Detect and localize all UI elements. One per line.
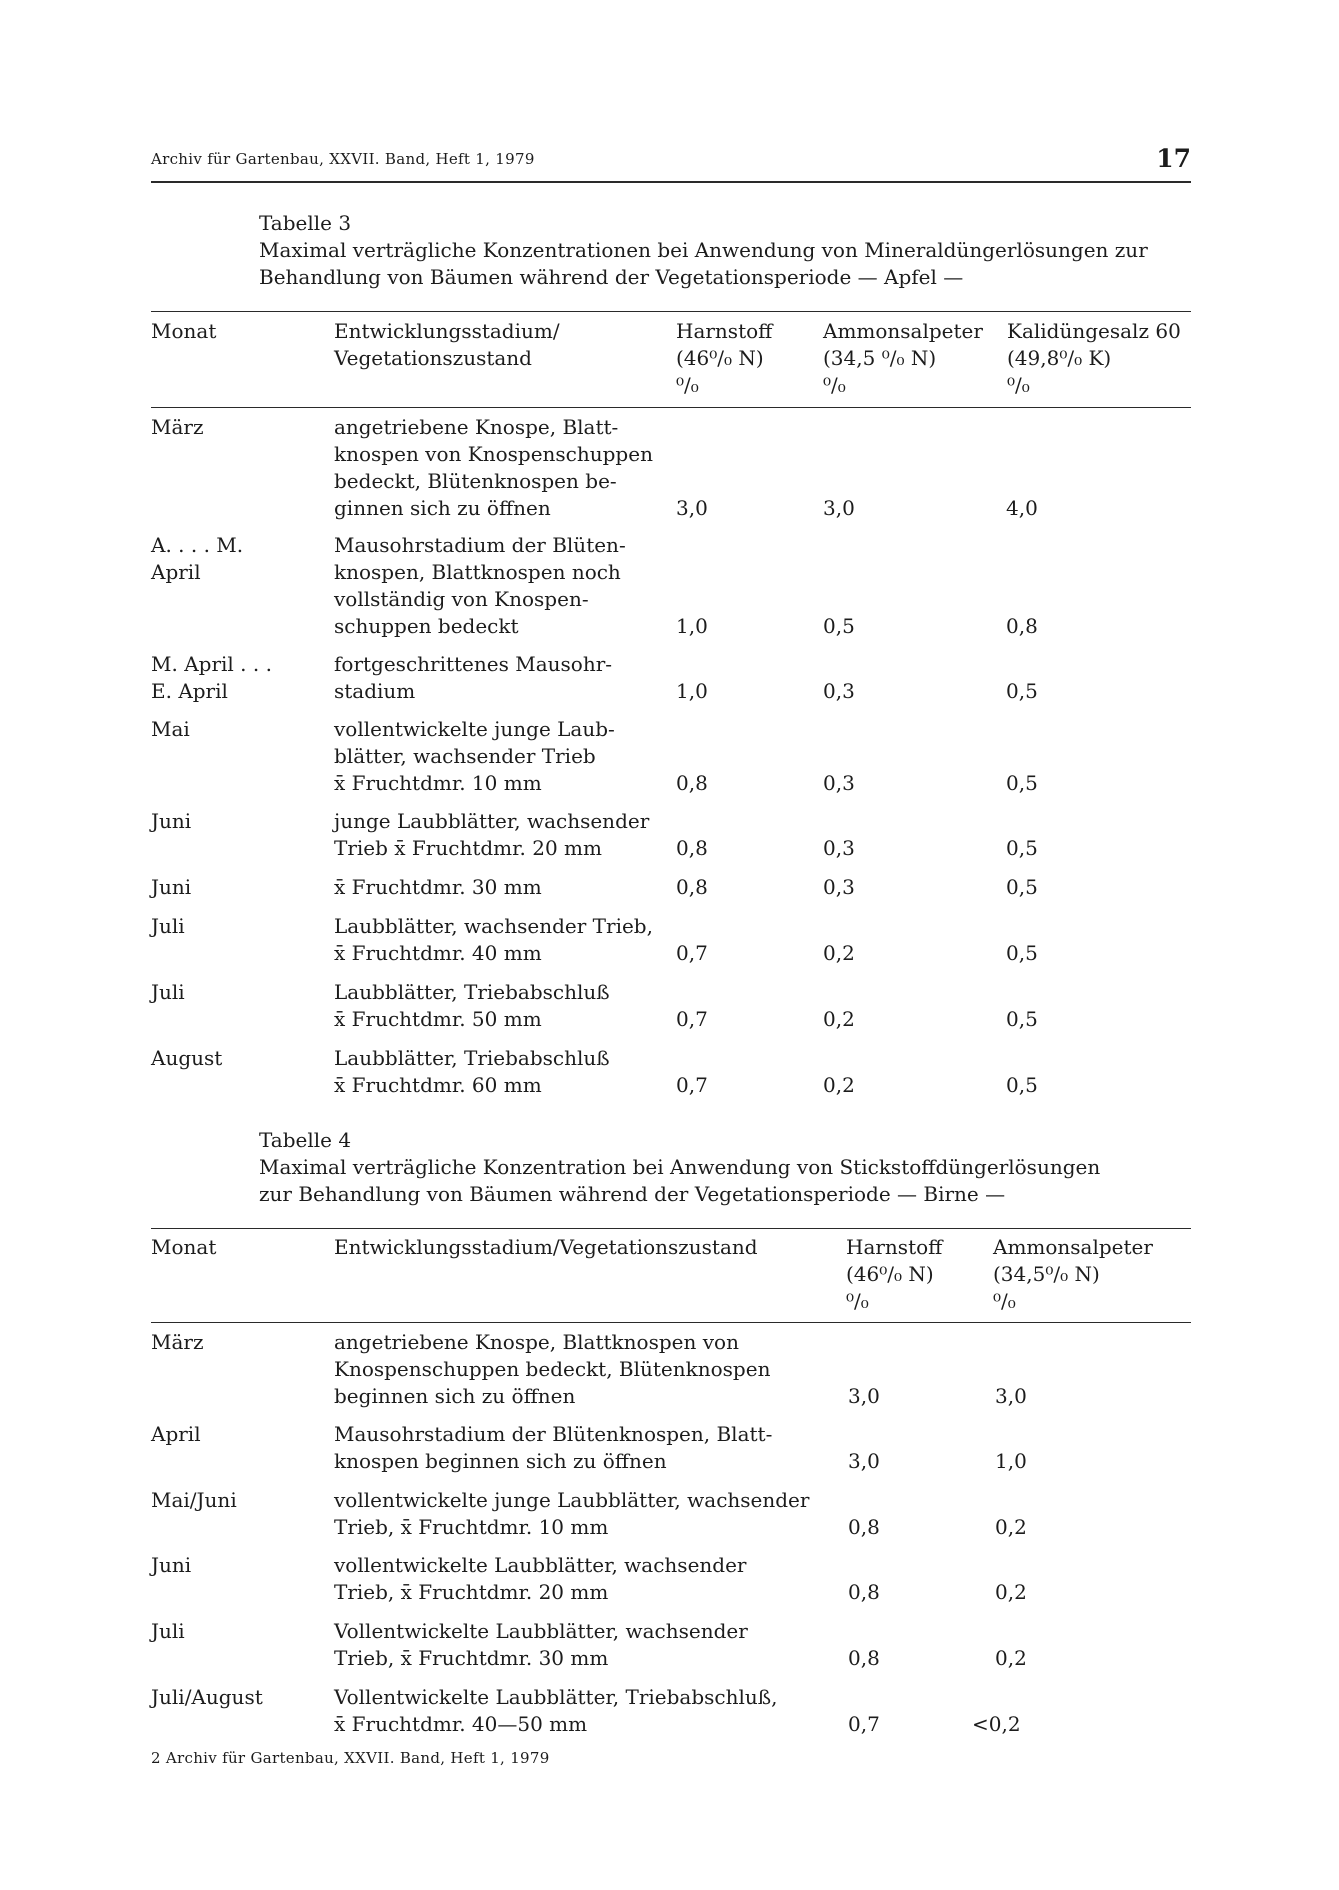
table3-row6-month: Juni bbox=[151, 875, 192, 899]
table3-row8-stage: Laubblätter, Triebabschluß x̄ Fruchtdmr. 50 mm bbox=[334, 980, 610, 1031]
table3-row5-kali: 0,5 bbox=[1006, 836, 1038, 860]
table4-row1-harnstoff: 3,0 bbox=[848, 1384, 880, 1408]
table4-header-harnstoff: Harnstoff (46⁰/₀ N) ⁰/₀ bbox=[846, 1235, 943, 1313]
table4-row5-ammonsalpeter: 0,2 bbox=[995, 1646, 1027, 1670]
table3-row1-ammonsalpeter: 3,0 bbox=[823, 496, 855, 520]
table3-row2-stage: Mausohrstadium der Blüten- knospen, Blattknospen noch vollständig von Knospen- schuppen bedeckt bbox=[334, 533, 626, 638]
table4-row3-month: Mai/Juni bbox=[151, 1488, 237, 1512]
table3-caption bbox=[259, 210, 1148, 291]
table4-row6-harnstoff: 0,7 bbox=[848, 1712, 880, 1736]
table3-row9-month: August bbox=[151, 1046, 223, 1070]
table3-row1-month: März bbox=[151, 415, 204, 439]
table3-row6-ammonsalpeter: 0,3 bbox=[823, 875, 855, 899]
table3-row8-harnstoff: 0,7 bbox=[676, 1007, 708, 1031]
table4-row4-harnstoff: 0,8 bbox=[848, 1580, 880, 1604]
table4-row1-ammonsalpeter: 3,0 bbox=[995, 1384, 1027, 1408]
table3-row7-harnstoff: 0,7 bbox=[676, 941, 708, 965]
table3-row1-harnstoff: 3,0 bbox=[676, 496, 708, 520]
table4-row2-stage: Mausohrstadium der Blütenknospen, Blatt- knospen beginnen sich zu öffnen bbox=[334, 1422, 773, 1473]
table3-row1-kali: 4,0 bbox=[1006, 496, 1038, 520]
running-header bbox=[151, 144, 1191, 183]
table3-row4-month: Mai bbox=[151, 717, 190, 741]
table3-row2-ammonsalpeter: 0,5 bbox=[823, 614, 855, 638]
table4-row1-stage: angetriebene Knospe, Blattknospen von Knospenschuppen bedeckt, Blütenknospen beginnen sich zu öffnen bbox=[334, 1330, 771, 1408]
table4-row1-month: März bbox=[151, 1330, 204, 1354]
table3-row3-ammonsalpeter: 0,3 bbox=[823, 679, 855, 703]
table4-row2-harnstoff: 3,0 bbox=[848, 1449, 880, 1473]
table3-row3-kali: 0,5 bbox=[1006, 679, 1038, 703]
table3-caption-line1: Maximal verträgliche Konzentrationen bei Anwendung von Mineraldüngerlösungen zur bbox=[259, 238, 1148, 262]
table3-row5-month: Juni bbox=[151, 809, 192, 833]
table4-row3-harnstoff: 0,8 bbox=[848, 1515, 880, 1539]
table3-header-stage: Entwicklungsstadium/ Vegetationszustand bbox=[334, 319, 560, 370]
table4-row6-month: Juli/August bbox=[151, 1685, 263, 1709]
table3-row7-ammonsalpeter: 0,2 bbox=[823, 941, 855, 965]
table3-caption-line2: Behandlung von Bäumen während der Vegetationsperiode — Apfel — bbox=[259, 265, 964, 289]
table4-caption bbox=[259, 1127, 1100, 1208]
table3-row7-month: Juli bbox=[151, 914, 185, 938]
table3-header-ammonsalpeter: Ammonsalpeter (34,5 ⁰/₀ N) ⁰/₀ bbox=[823, 319, 983, 397]
table3-header-month: Monat bbox=[151, 319, 217, 343]
table4-row4-month: Juni bbox=[151, 1553, 192, 1577]
table3-header-kali: Kalidüngesalz 60 (49,8⁰/₀ K) ⁰/₀ bbox=[1007, 319, 1181, 397]
table4-row6-stage: Vollentwickelte Laubblätter, Triebabschluß, x̄ Fruchtdmr. 40—50 mm bbox=[334, 1685, 778, 1736]
table4-row2-ammonsalpeter: 1,0 bbox=[995, 1449, 1027, 1473]
table4-header-stage: Entwicklungsstadium/Vegetationszustand bbox=[334, 1235, 758, 1259]
page-number: 17 bbox=[1156, 144, 1191, 173]
table3-row3-month: M. April . . . E. April bbox=[151, 652, 272, 703]
table4-top-rule bbox=[151, 1228, 1191, 1229]
table3-row6-kali: 0,5 bbox=[1006, 875, 1038, 899]
table3-row9-kali: 0,5 bbox=[1006, 1073, 1038, 1097]
table3-row4-harnstoff: 0,8 bbox=[676, 771, 708, 795]
table4-caption-line2: zur Behandlung von Bäumen während der Vegetationsperiode — Birne — bbox=[259, 1182, 1006, 1206]
page-footer: 2 Archiv für Gartenbau, XXVII. Band, Heft 1, 1979 bbox=[151, 1749, 550, 1767]
table3-row8-ammonsalpeter: 0,2 bbox=[823, 1007, 855, 1031]
table3-row5-stage: junge Laubblätter, wachsender Trieb x̄ Fruchtdmr. 20 mm bbox=[334, 809, 650, 860]
table3-header-harnstoff: Harnstoff (46⁰/₀ N) ⁰/₀ bbox=[676, 319, 773, 397]
table4-row3-ammonsalpeter: 0,2 bbox=[995, 1515, 1027, 1539]
table3-row2-month: A. . . . M. April bbox=[151, 533, 244, 584]
table4-label: Tabelle 4 bbox=[259, 1128, 352, 1152]
table3-row8-month: Juli bbox=[151, 980, 185, 1004]
table3-row2-harnstoff: 1,0 bbox=[676, 614, 708, 638]
table3-row9-harnstoff: 0,7 bbox=[676, 1073, 708, 1097]
table3-row9-ammonsalpeter: 0,2 bbox=[823, 1073, 855, 1097]
table3-row6-harnstoff: 0,8 bbox=[676, 875, 708, 899]
table4-row3-stage: vollentwickelte junge Laubblätter, wachsender Trieb, x̄ Fruchtdmr. 10 mm bbox=[334, 1488, 810, 1539]
table3-row7-kali: 0,5 bbox=[1006, 941, 1038, 965]
table3-row3-harnstoff: 1,0 bbox=[676, 679, 708, 703]
journal-title: Archiv für Gartenbau, XXVII. Band, Heft 1, 1979 bbox=[151, 150, 535, 168]
table3-row6-stage: x̄ Fruchtdmr. 30 mm bbox=[334, 875, 542, 899]
table4-row5-stage: Vollentwickelte Laubblätter, wachsender Trieb, x̄ Fruchtdmr. 30 mm bbox=[334, 1619, 748, 1670]
table4-row4-ammonsalpeter: 0,2 bbox=[995, 1580, 1027, 1604]
table3-row4-kali: 0,5 bbox=[1006, 771, 1038, 795]
table3-row3-stage: fortgeschrittenes Mausohr- stadium bbox=[334, 652, 613, 703]
table4-header-ammonsalpeter: Ammonsalpeter (34,5⁰/₀ N) ⁰/₀ bbox=[993, 1235, 1153, 1313]
table3-label: Tabelle 3 bbox=[259, 211, 352, 235]
table4-row6-ammonsalpeter: <0,2 bbox=[972, 1712, 1021, 1736]
table4-row5-harnstoff: 0,8 bbox=[848, 1646, 880, 1670]
table4-row5-month: Juli bbox=[151, 1619, 185, 1643]
table3-row1-stage: angetriebene Knospe, Blatt- knospen von Knospenschuppen bedeckt, Blütenknospen be- ginnen sich zu öffnen bbox=[334, 415, 653, 520]
table4-row4-stage: vollentwickelte Laubblätter, wachsender Trieb, x̄ Fruchtdmr. 20 mm bbox=[334, 1553, 747, 1604]
table3-row4-stage: vollentwickelte junge Laub- blätter, wachsender Trieb x̄ Fruchtdmr. 10 mm bbox=[334, 717, 615, 795]
table4-header-month: Monat bbox=[151, 1235, 217, 1259]
table3-row8-kali: 0,5 bbox=[1006, 1007, 1038, 1031]
table3-row7-stage: Laubblätter, wachsender Trieb, x̄ Fruchtdmr. 40 mm bbox=[334, 914, 653, 965]
table3-row4-ammonsalpeter: 0,3 bbox=[823, 771, 855, 795]
table4-caption-line1: Maximal verträgliche Konzentration bei Anwendung von Stickstoffdüngerlösungen bbox=[259, 1155, 1101, 1179]
table3-row2-kali: 0,8 bbox=[1006, 614, 1038, 638]
table4-row2-month: April bbox=[151, 1422, 201, 1446]
table3-row5-ammonsalpeter: 0,3 bbox=[823, 836, 855, 860]
table3-row9-stage: Laubblätter, Triebabschluß x̄ Fruchtdmr. 60 mm bbox=[334, 1046, 610, 1097]
table4-header-rule bbox=[151, 1322, 1191, 1323]
table3-row5-harnstoff: 0,8 bbox=[676, 836, 708, 860]
table3-header-rule bbox=[151, 407, 1191, 408]
table3-top-rule bbox=[151, 311, 1191, 312]
